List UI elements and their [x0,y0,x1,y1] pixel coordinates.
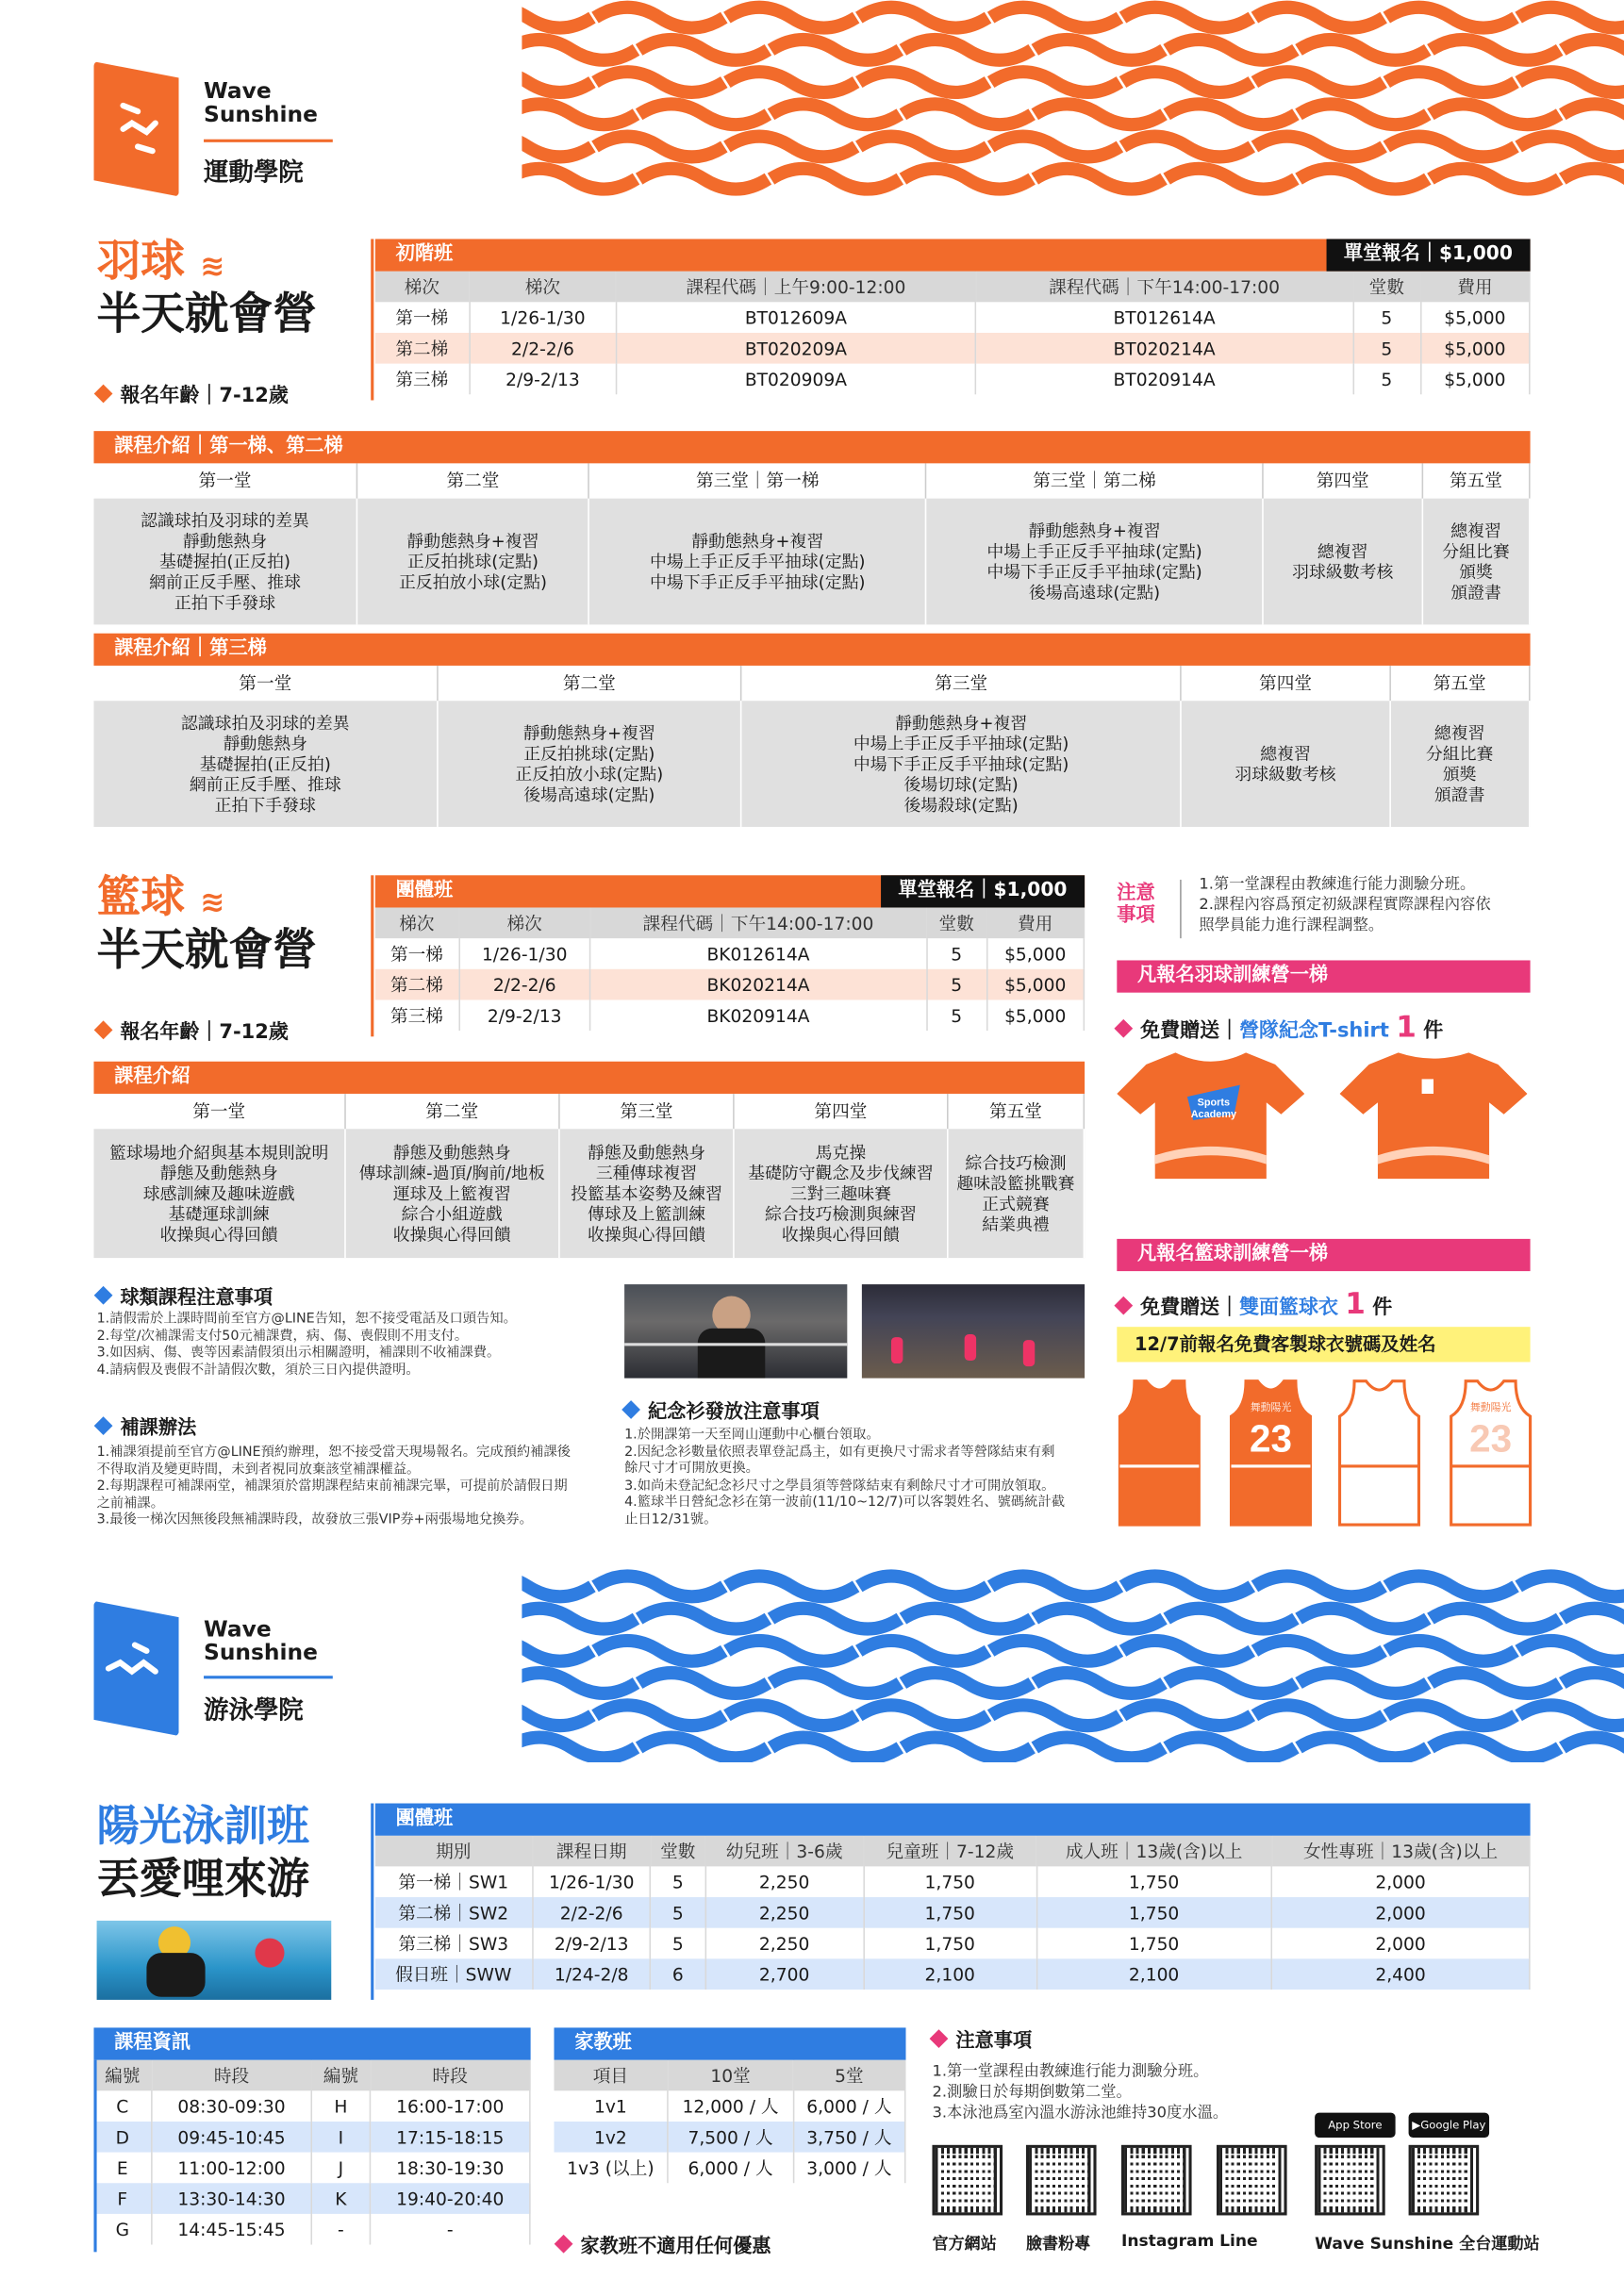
table-cell: J [311,2153,371,2184]
table-row [375,1958,1530,1990]
gift-unit: 件 [1372,1296,1393,1320]
googleplay-label: Google Play [1420,2118,1486,2132]
lesson-content: 馬克操 基礎防守觀念及步伐練習 三對三趣味賽 綜合技巧檢測與練習 收操與心得回饋 [734,1129,947,1258]
swim-title-2: 丟愛哩來游 [96,1854,309,1904]
table-row [375,1928,1530,1959]
intro-header: 課程介紹 [93,1062,1085,1094]
table-cell: BT020209A [616,333,975,364]
table-cell: 17:15-18:15 [371,2122,530,2153]
badminton-class-header [375,239,1531,271]
table-cell: BT020214A [976,333,1353,364]
table-cell: K [311,2183,371,2214]
basketball-title [96,872,317,976]
jersey-number: 23 [1250,1416,1292,1461]
table-cell: 3,000 / 人 [793,2153,905,2184]
gift-label: 免費贈送 [1140,1296,1220,1320]
lesson-header: 第四堂 [734,1094,947,1129]
column-header: 堂數 [651,1836,705,1867]
tshirt-back-image [1340,1049,1528,1181]
lesson-header: 第三堂 [559,1094,734,1129]
logo-name-zh: 運動學院 [204,157,304,189]
table-cell: BK020214A [590,969,927,1000]
course-info-header: 課程資訊 [93,2027,530,2059]
table-cell: 6,000 / 人 [793,2090,905,2122]
table-cell: 19:40-20:40 [371,2183,530,2214]
table-cell: 第三梯 [375,999,459,1031]
table-cell: 1,750 [864,1928,1036,1959]
basketball-photo [862,1284,1085,1379]
lesson-content: 認識球拍及羽球的差異 靜動態熱身 基礎握拍(正反拍) 網前正反手壓、推球 正拍下手發球 [93,701,437,827]
column-header: 課程代碼｜上午9:00-12:00 [616,272,975,303]
ball-notes-title [97,1281,273,1310]
lesson-content: 總複習 羽球級數考核 [1263,499,1422,625]
swim-title [96,1800,309,1904]
column-header: 時段 [371,2060,530,2091]
column-header: 堂數 [926,907,986,938]
table-cell: 5 [926,938,986,969]
table-cell: 2/2-2/6 [470,333,617,364]
table-cell: $5,000 [986,969,1084,1000]
gift-unit: 件 [1423,1018,1444,1043]
logo-name-en: Wave Sunshine [204,77,318,128]
table-cell: I [311,2122,371,2153]
table-cell: 1v1 [554,2090,668,2122]
age-value: 7-12歲 [219,1020,289,1045]
table-cell: 1,750 [1036,1866,1272,1897]
table-cell: 1/26-1/30 [470,302,617,333]
table-cell: 2,000 [1271,1897,1529,1928]
column-header: 梯次 [375,272,470,303]
course-info-vline [93,2060,96,2253]
basketball-schedule [375,875,1085,1031]
table-cell: H [311,2090,371,2122]
column-header: 梯次 [459,907,590,938]
swim-photo [97,1921,332,2000]
googleplay-badge[interactable] [1409,2113,1489,2138]
tutor-header: 家教班 [554,2027,905,2059]
table-row [375,1897,1530,1928]
table-cell: 18:30-19:30 [371,2153,530,2184]
qr-label[interactable]: 官方網站 [932,2234,997,2254]
diamond-icon [930,2029,949,2048]
lesson-content: 靜動態熱身+複習 中場上手正反手平抽球(定點) 中場下手正反手平抽球(定點) 後場切球(定點) 後場殺球(定點) [741,701,1182,827]
qr-code-icon[interactable] [1409,2145,1480,2216]
column-header: 期別 [375,1836,533,1867]
course-info [93,2027,530,2244]
diamond-icon [94,1020,113,1039]
table-row [554,2090,904,2122]
table-cell: BT020914A [976,364,1353,395]
tutor-table [554,2060,905,2184]
jersey-name: 舞動陽光 [1250,1400,1292,1413]
table-cell: 09:45-10:45 [152,2122,311,2153]
lesson-header: 第五堂 [948,1094,1085,1129]
column-header: 課程日期 [532,1836,651,1867]
table-cell: 第一梯 [375,302,470,333]
basketball-title-2: 半天就會營 [96,924,317,976]
makeup-text: 1.補課須提前至官方@LINE預約辦理，恕不接受當天現場報名。完成預約補課後 不得取消及變更時間，未到者視同放棄該堂補課權益。 2.每期課程可補課兩堂，補課須於當期課程結束前補課完畢，可提前於請假日期 之前補課。 3.最後一梯次因無後段無補課時段，故發放三張VIP券+兩張場地兌換券。 [96,1444,572,1528]
column-header: 編號 [311,2060,371,2091]
table-row [375,969,1084,1000]
lesson-content: 靜動態熱身+複習 正反拍挑球(定點) 正反拍放小球(定點) [356,499,588,625]
badminton-photo [624,1284,847,1379]
column-header: 項目 [554,2060,668,2091]
lesson-content: 靜態及動態熱身 傳球訓練-過頂/胸前/地板 運球及上籃複習 綜合小組遊戲 收操與心得回饋 [345,1129,559,1258]
table-cell: 5 [926,969,986,1000]
column-header: 堂數 [1353,272,1420,303]
table-cell: 5 [926,999,986,1031]
column-header: 女性專班｜13歲(含)以上 [1271,1836,1529,1867]
single-price: 單堂報名｜$1,000 [1326,239,1530,271]
badminton-gift: 免費贈送｜營隊紀念T-shirt 1 件 [1117,1009,1443,1044]
diamond-icon [555,2235,573,2254]
price-value: $1,000 [993,879,1068,902]
course-info-table [93,2060,530,2245]
table-row [93,2090,529,2122]
lesson-header: 第四堂 [1263,463,1422,498]
column-header: 編號 [93,2060,151,2091]
lesson-content: 籃球場地介紹與基本規則說明 靜態及動態熱身 球感訓練及趣味遊戲 基礎運球訓練 收操與心得回饋 [93,1129,344,1258]
logo-flag-icon [93,61,178,196]
orange-wave-pattern [522,0,1624,198]
basketball-title-1: 籃球 [96,872,185,924]
column-header: 成人班｜13歲(含)以上 [1036,1836,1272,1867]
qr-label[interactable]: Instagram [1120,2231,1215,2251]
basketball-age: 報名年齡｜7-12歲 [97,1015,289,1044]
table-cell: 1/26-1/30 [532,1866,651,1897]
table-cell: C [93,2090,151,2122]
table-cell: 1,750 [864,1897,1036,1928]
gift-count: 1 [1345,1285,1366,1321]
shirt-notes-title [624,1396,820,1424]
notice-text: 1.第一堂課程由教練進行能力測驗分班。 2.課程內容爲預定初級課程實際課程內容依 照學員能力進行課程調整。 [1199,875,1491,934]
table-row [554,2153,904,2184]
makeup-heading: 補課辦法 [120,1417,197,1440]
table-cell: 2,250 [705,1897,864,1928]
table-cell: 5 [651,1897,705,1928]
table-row [93,2122,529,2153]
lesson-content: 總複習 羽球級數考核 [1182,701,1390,827]
table-cell: BT012609A [616,302,975,333]
appstore-label: App Store [1328,2118,1383,2132]
badminton-intro-1 [93,431,1530,624]
table-cell: 第三梯 [375,364,470,395]
notice-divider [1180,880,1182,938]
table-cell: 1/24-2/8 [532,1958,651,1990]
lesson-header: 第一堂 [93,1094,344,1129]
diamond-icon [94,1416,113,1435]
blue-wave-pattern [522,1569,1624,1762]
jersey-image [1336,1379,1421,1528]
column-header: 課程代碼｜下午14:00-17:00 [976,272,1353,303]
makeup-title [97,1412,197,1440]
swim-class-header: 團體班 [375,1804,1531,1836]
column-header: 費用 [986,907,1084,938]
age-label: 報名年齡 [120,384,200,408]
lesson-header: 第一堂 [93,463,356,498]
basketball-vline [371,875,373,1036]
table-cell: 2,100 [1036,1958,1272,1990]
table-row [375,999,1084,1031]
table-cell: 14:45-15:45 [152,2214,311,2245]
badminton-gift-bar: 凡報名羽球訓練營一梯 [1117,960,1530,992]
table-cell: 第二梯｜SW2 [375,1897,533,1928]
table-cell: 2,000 [1271,1866,1529,1897]
table-cell: BT012614A [976,302,1353,333]
column-header: 5堂 [793,2060,905,2091]
table-cell: 2,700 [705,1958,864,1990]
badminton-age: 報名年齡｜7-12歲 [97,378,289,407]
shirt-notes-heading: 紀念衫發放注意事項 [647,1401,820,1424]
jersey-image [1449,1379,1533,1528]
logo-divider [204,140,333,141]
table-cell: 2,250 [705,1866,864,1897]
lesson-header: 第二堂 [356,463,588,498]
age-label: 報名年齡 [120,1020,200,1045]
table-cell: 12,000 / 人 [668,2090,793,2122]
table-cell: 08:30-09:30 [152,2090,311,2122]
badminton-title-2: 半天就會營 [96,288,317,339]
qr-label[interactable]: Wave Sunshine 全台運動站 [1315,2234,1540,2254]
lesson-header: 第三堂｜第二梯 [926,463,1263,498]
table-cell: 2,000 [1271,1928,1529,1959]
table-cell: BK012614A [590,938,927,969]
badminton-table [375,272,1531,395]
table-cell: 5 [1353,364,1420,395]
deadline-banner: 12/7前報名免費客製球衣號碼及姓名 [1117,1327,1530,1362]
table-cell: $5,000 [1420,302,1530,333]
lesson-header: 第二堂 [345,1094,559,1129]
table-cell: 1,750 [1036,1897,1272,1928]
column-header: 時段 [152,2060,311,2091]
lesson-header: 第五堂 [1389,666,1529,701]
qr-label[interactable]: Line [1219,2231,1258,2251]
age-value: 7-12歲 [219,384,289,408]
basketball-gift-bar: 凡報名籃球訓練營一梯 [1117,1239,1530,1271]
table-cell: 第一梯｜SW1 [375,1866,533,1897]
table-cell: - [311,2214,371,2245]
intro-2-header: 課程介紹｜第三梯 [93,634,1530,666]
column-header: 10堂 [668,2060,793,2091]
table-cell: 7,500 / 人 [668,2122,793,2153]
table-cell: 2/9-2/13 [470,364,617,395]
column-header: 費用 [1420,272,1530,303]
table-cell: 13:30-14:30 [152,2183,311,2214]
qr-code-icon[interactable] [932,2145,1003,2216]
table-row [375,364,1530,395]
table-row [93,2183,529,2214]
class-name: 團體班 [395,879,454,902]
table-cell: 5 [1353,302,1420,333]
table-cell: $5,000 [986,999,1084,1031]
table-cell: 第二梯 [375,333,470,364]
intro-1-header: 課程介紹｜第一梯、第二梯 [93,431,1530,463]
table-row [375,333,1530,364]
tutor [554,2027,905,2183]
basketball-gift: 免費贈送｜雙面籃球衣 1 件 [1117,1286,1392,1321]
table-cell: E [93,2153,151,2184]
table-row [375,938,1084,969]
lesson-content: 總複習 分組比賽 頒獎 頒證書 [1389,701,1529,827]
intro-2-table [93,666,1530,827]
table-cell: 5 [1353,333,1420,364]
lesson-content: 綜合技巧檢測 趣味設籃挑戰賽 正式競賽 結業典禮 [948,1129,1085,1258]
price-label: 單堂報名 [1343,243,1420,266]
table-cell: $5,000 [1420,364,1530,395]
lesson-header: 第二堂 [438,666,741,701]
badminton-title [96,236,317,339]
table-cell: F [93,2183,151,2214]
table-cell: 2/9-2/13 [532,1928,651,1959]
table-cell: 2/9-2/13 [459,999,590,1031]
table-cell: 1/26-1/30 [459,938,590,969]
table-row [93,2153,529,2184]
lesson-content: 靜態及動態熱身 三種傳球複習 投籃基本姿勢及練習 傳球及上籃訓練 收操與心得回饋 [559,1129,734,1258]
basketball-class-header [375,875,1085,907]
table-cell: 1v3 (以上) [554,2153,668,2184]
table-cell: 1,750 [864,1866,1036,1897]
play-icon: ▶ [1412,2118,1421,2132]
column-header: 梯次 [470,272,617,303]
diamond-icon [1114,1019,1133,1038]
qr-code-icon[interactable] [1217,2145,1287,2216]
badminton-title-1: 羽球 [96,236,185,288]
swim-title-1: 陽光泳訓班 [96,1800,309,1851]
appstore-badge[interactable] [1315,2113,1395,2138]
table-cell: 6 [651,1958,705,1990]
table-cell: BK020914A [590,999,927,1031]
lesson-header: 第四堂 [1182,666,1390,701]
logo-divider [204,1676,333,1677]
lesson-header: 第一堂 [93,666,437,701]
logo-name-zh: 游泳學院 [204,1696,304,1726]
diamond-icon [621,1400,640,1419]
qr-code-icon[interactable] [1026,2145,1097,2216]
jersey-number: 23 [1469,1416,1513,1461]
table-row [375,1866,1530,1897]
table-cell: 2/2-2/6 [532,1897,651,1928]
shuttle-icon: ≋ [200,247,225,284]
table-cell: 第一梯 [375,938,459,969]
gift-item: 營隊紀念T-shirt [1239,1018,1389,1043]
diamond-icon [1114,1297,1133,1315]
table-cell: 第三梯｜SW3 [375,1928,533,1959]
qr-label[interactable]: 臉書粉專 [1025,2234,1091,2254]
basketball-table [375,907,1085,1031]
lesson-content: 總複習 分組比賽 頒獎 頒證書 [1422,499,1530,625]
ball-icon: ≋ [200,884,225,919]
table-cell: 6,000 / 人 [668,2153,793,2184]
table-row [554,2122,904,2153]
table-row [93,2214,529,2245]
gift-count: 1 [1396,1008,1417,1045]
diamond-icon [94,385,113,404]
table-cell: $5,000 [986,938,1084,969]
intro-1-table [93,463,1530,624]
badminton-vline [371,239,373,400]
table-row [375,302,1530,333]
swim-table [375,1836,1531,1990]
ball-notes-text: 1.請假需於上課時間前至官方@LINE告知，恕不接受電話及口頭告知。 2.每堂/次補課需支付50元補課費，病、傷、喪假則不用支付。 3.如因病、傷、喪等因素請假須出示相關證明，補課則不收補課費。 4.請病假及喪假不計請假次數，須於三日內提供證明。 [96,1311,517,1379]
swim-notes-title [932,2024,1032,2053]
logo-name-en: Wave Sunshine [204,1615,318,1666]
column-header: 課程代碼｜下午14:00-17:00 [590,907,927,938]
table-cell: $5,000 [1420,333,1530,364]
table-cell: 第二梯 [375,969,459,1000]
lesson-header: 第五堂 [1422,463,1530,498]
ball-notes-heading: 球類課程注意事項 [120,1287,273,1310]
table-cell: 1v2 [554,2122,668,2153]
swim-notes-heading: 注意事項 [955,2030,1033,2053]
lesson-content: 靜動態熱身+複習 中場上手正反手平抽球(定點) 中場下手正反手平抽球(定點) 後場高遠球(定點) [926,499,1263,625]
tutor-footnote-text: 家教班不適用任何優惠 [580,2236,771,2258]
price-value: $1,000 [1438,243,1513,266]
logo-flag-icon [93,1601,178,1736]
table-cell: 2,400 [1271,1958,1529,1990]
gift-label: 免費贈送 [1140,1018,1220,1043]
swim-vline [371,1804,373,2000]
lesson-content: 靜動態熱身+複習 正反拍挑球(定點) 正反拍放小球(定點) 後場高遠球(定點) [438,701,741,827]
column-header: 幼兒班｜3-6歲 [705,1836,864,1867]
column-header: 兒童班｜7-12歲 [864,1836,1036,1867]
table-cell: 2,100 [864,1958,1036,1990]
table-cell: 5 [651,1866,705,1897]
shirt-notes-text: 1.於開課第一天至岡山運動中心櫃台領取。 2.因紀念衫數量依照表單登記爲主，如有更換尺寸需求者等營隊結束有剩 餘尺寸才可開放更換。 3.如尚未登記紀念衫尺寸之學員須等營隊結束有剩餘尺寸才可開放領取。 4.籃球半日營紀念衫在第一波前(11/10~12/7)可以客製姓名、號碼統計截 止日12/31號。 [624,1426,1066,1528]
badminton-schedule [375,239,1531,394]
diamond-icon [94,1286,113,1305]
table-cell: 1,750 [1036,1928,1272,1959]
table-cell: D [93,2122,151,2153]
table-cell: 2,250 [705,1928,864,1959]
lesson-header: 第三堂｜第一梯 [589,463,926,498]
table-cell: 3,750 / 人 [793,2122,905,2153]
qr-code-icon[interactable] [1121,2145,1192,2216]
table-cell: G [93,2214,151,2245]
basketball-intro-table [93,1094,1085,1258]
swim-notes-text: 1.第一堂課程由教練進行能力測驗分班。 2.測驗日於每期倒數第二堂。 3.本泳池爲室內溫水游泳池維持30度水溫。 [932,2062,1229,2122]
tshirt-print-text: Sports Academy [1190,1097,1237,1120]
jersey-image [1117,1379,1201,1528]
jersey-image [1228,1379,1313,1528]
table-cell: - [371,2214,530,2245]
gift-item: 雙面籃球衣 [1239,1296,1338,1320]
badminton-intro-2 [93,634,1530,827]
single-price: 單堂報名｜$1,000 [881,875,1085,907]
notice-title: 注意 事項 [1117,883,1155,927]
table-cell: BT020909A [616,364,975,395]
price-label: 單堂報名 [898,879,975,902]
jersey-name: 舞動陽光 [1469,1400,1512,1413]
basketball-intro [93,1062,1085,1258]
column-header: 梯次 [375,907,459,938]
table-cell: 假日班｜SWW [375,1958,533,1990]
class-name: 初階班 [395,243,454,266]
tshirt-front-image [1117,1049,1304,1181]
table-cell: 16:00-17:00 [371,2090,530,2122]
lesson-content: 靜動態熱身+複習 中場上手正反手平抽球(定點) 中場下手正反手平抽球(定點) [589,499,926,625]
qr-code-icon[interactable] [1315,2145,1385,2216]
lesson-header: 第三堂 [741,666,1182,701]
lesson-content: 認識球拍及羽球的差異 靜動態熱身 基礎握拍(正反拍) 網前正反手壓、推球 正拍下手發球 [93,499,356,625]
table-cell: 11:00-12:00 [152,2153,311,2184]
tutor-footnote [557,2230,771,2258]
table-cell: 5 [651,1928,705,1959]
table-cell: 2/2-2/6 [459,969,590,1000]
swim-schedule [375,1804,1531,1990]
